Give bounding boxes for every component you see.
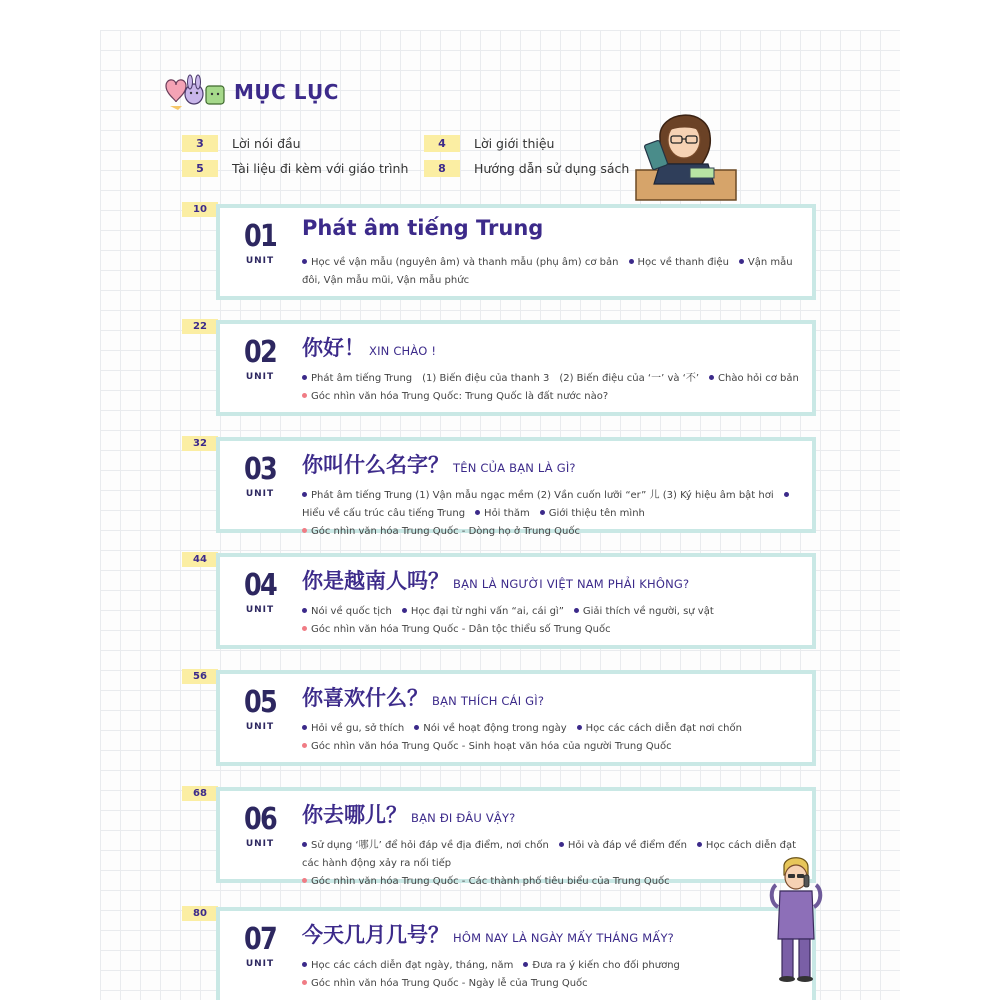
topic-item: Học các cách diễn đạt nơi chốn (577, 723, 742, 734)
unit-label: UNIT (245, 722, 275, 732)
bullet-dot-icon (574, 608, 579, 613)
culture-item: Góc nhìn văn hóa Trung Quốc - Các thành phố tiêu biểu của Trung Quốc (302, 876, 670, 887)
topic-item: Giới thiệu tên mình (540, 508, 645, 519)
page-number-badge: 4 (424, 135, 460, 152)
topic-item: Vận mẫu đôi, Vận mẫu mũi, Vận mẫu phức (302, 257, 793, 286)
unit-title-text: Phát âm tiếng Trung (302, 216, 544, 240)
unit-topics (302, 370, 812, 406)
topic-item: Hỏi về gu, sở thích (302, 723, 404, 734)
culture-bullet-icon (302, 743, 307, 748)
front-matter-label: Tài liệu đi kèm với giáo trình (232, 161, 409, 176)
bullet-dot-icon (302, 725, 307, 730)
unit-label: UNIT (245, 959, 275, 969)
topic-item: Học đại từ nghi vấn “ai, cái gì” (402, 606, 564, 617)
unit-label: UNIT (245, 605, 275, 615)
unit-card-04[interactable] (216, 553, 816, 649)
bullet-dot-icon (302, 259, 307, 264)
unit-subtitle: BẠN ĐI ĐÂU VẬY? (411, 811, 516, 825)
unit-card-03[interactable] (216, 437, 816, 537)
unit-number: 06 (243, 802, 277, 837)
unit-label: UNIT (245, 256, 275, 266)
bullet-dot-icon (475, 510, 480, 515)
culture-item: Góc nhìn văn hóa Trung Quốc - Dân tộc thiểu số Trung Quốc (302, 624, 611, 635)
unit-number: 03 (243, 452, 277, 487)
front-matter-item[interactable] (182, 135, 301, 152)
topic-item: Chào hỏi cơ bản (709, 373, 799, 384)
front-matter-item[interactable] (424, 160, 629, 177)
topic-item: Phát âm tiếng Trung (1) Biến điệu của thanh 3 (2) Biến điệu của ‘一’ và ‘不’ (302, 373, 699, 384)
topic-item: Hỏi thăm (475, 508, 530, 519)
unit-label: UNIT (245, 489, 275, 499)
unit-topics (302, 603, 812, 639)
unit-subtitle: BẠN LÀ NGƯỜI VIỆT NAM PHẢI KHÔNG? (453, 577, 690, 591)
teacher-illustration-icon (632, 98, 742, 208)
topic-item: Giải thích về người, sự vật (574, 606, 714, 617)
unit-page-number: 44 (182, 552, 218, 567)
unit-page-number: 56 (182, 669, 218, 684)
unit-title-text: 你叫什么名字？ (302, 453, 449, 477)
culture-item: Góc nhìn văn hóa Trung Quốc: Trung Quốc là đất nước nào? (302, 391, 608, 402)
topic-item: Hiểu về cấu trúc câu tiếng Trung (302, 490, 793, 519)
bullet-dot-icon (784, 492, 789, 497)
unit-topics (302, 254, 812, 290)
topic-item: Học các cách diễn đạt ngày, tháng, năm (302, 960, 513, 971)
unit-title (302, 332, 436, 362)
bullet-dot-icon (709, 375, 714, 380)
unit-subtitle: XIN CHÀO ! (369, 344, 437, 358)
bullet-dot-icon (577, 725, 582, 730)
unit-card-02[interactable] (216, 320, 816, 416)
unit-title (302, 449, 576, 479)
unit-subtitle: BẠN THÍCH CÁI GÌ? (432, 694, 545, 708)
topic-item: Học về thanh điệu (629, 257, 729, 268)
culture-bullet-icon (302, 528, 307, 533)
bullet-dot-icon (302, 608, 307, 613)
unit-title (302, 799, 515, 829)
page-title: MỤC LỤC (234, 80, 339, 104)
unit-title (302, 565, 689, 595)
culture-bullet-icon (302, 626, 307, 631)
unit-label: UNIT (245, 839, 275, 849)
unit-title-text: 你去哪儿？ (302, 803, 407, 827)
bullet-dot-icon (697, 842, 702, 847)
unit-title-text: 你是越南人吗？ (302, 569, 449, 593)
unit-number: 02 (243, 335, 277, 370)
topic-item: Nói về hoạt động trong ngày (414, 723, 566, 734)
unit-topics (302, 837, 812, 891)
unit-subtitle: HÔM NAY LÀ NGÀY MẤY THÁNG MẤY? (453, 931, 674, 945)
bullet-dot-icon (629, 259, 634, 264)
bullet-dot-icon (302, 375, 307, 380)
unit-page-number: 32 (182, 436, 218, 451)
bullet-dot-icon (302, 842, 307, 847)
topic-item: Học về vận mẫu (nguyên âm) và thanh mẫu (phụ âm) cơ bản (302, 257, 619, 268)
front-matter-item[interactable] (424, 135, 554, 152)
unit-card-07[interactable] (216, 907, 816, 1000)
unit-number: 04 (243, 568, 277, 603)
unit-page-number: 68 (182, 786, 218, 801)
unit-topics (302, 720, 812, 756)
culture-item: Góc nhìn văn hóa Trung Quốc - Dòng họ ở Trung Quốc (302, 526, 580, 537)
unit-topics (302, 957, 812, 993)
unit-number: 07 (243, 922, 277, 957)
unit-label: UNIT (245, 372, 275, 382)
culture-bullet-icon (302, 980, 307, 985)
culture-bullet-icon (302, 393, 307, 398)
unit-title-text: 今天几月几号？ (302, 923, 449, 947)
unit-title (302, 682, 544, 712)
topic-item: Học cách diễn đạt các hành động xảy ra nối tiếp (302, 840, 797, 869)
unit-number: 01 (243, 219, 277, 254)
unit-number: 05 (243, 685, 277, 720)
page-number-badge: 3 (182, 135, 218, 152)
unit-title-text: 你喜欢什么？ (302, 686, 428, 710)
topic-item: Đưa ra ý kiến cho đối phương (523, 960, 680, 971)
unit-title-text: 你好！ (302, 336, 365, 360)
culture-item: Góc nhìn văn hóa Trung Quốc - Ngày lễ của Trung Quốc (302, 978, 588, 989)
page-number-badge: 5 (182, 160, 218, 177)
page-number-badge: 8 (424, 160, 460, 177)
unit-card-06[interactable] (216, 787, 816, 887)
bullet-dot-icon (523, 962, 528, 967)
bullet-dot-icon (540, 510, 545, 515)
bullet-dot-icon (302, 492, 307, 497)
unit-card-01[interactable] (216, 204, 816, 300)
unit-title (302, 919, 674, 949)
bullet-dot-icon (402, 608, 407, 613)
front-matter-label: Lời giới thiệu (474, 136, 555, 151)
unit-page-number: 10 (182, 202, 218, 217)
front-matter-label: Lời nói đầu (232, 136, 301, 151)
bullet-dot-icon (302, 962, 307, 967)
topic-item: Phát âm tiếng Trung (1) Vận mẫu ngạc mềm (2) Vần cuốn lưỡi “er” 儿 (3) Ký hiệu âm bật hơi (302, 490, 774, 501)
unit-subtitle: TÊN CỦA BẠN LÀ GÌ? (453, 461, 576, 475)
man-on-phone-illustration-icon (766, 855, 826, 985)
unit-page-number: 80 (182, 906, 218, 921)
topic-item: Hỏi và đáp về điểm đến (559, 840, 687, 851)
unit-card-05[interactable] (216, 670, 816, 766)
topic-item: Sử dụng ‘哪儿’ để hỏi đáp về địa điểm, nơi chốn (302, 840, 549, 851)
unit-page-number: 22 (182, 319, 218, 334)
front-matter-label: Hướng dẫn sử dụng sách (474, 161, 630, 176)
culture-item: Góc nhìn văn hóa Trung Quốc - Sinh hoạt văn hóa của người Trung Quốc (302, 741, 672, 752)
unit-title (302, 216, 543, 240)
unit-topics (302, 487, 812, 541)
topic-item: Nói về quốc tịch (302, 606, 392, 617)
mascot-illustration-icon (160, 72, 228, 112)
bullet-dot-icon (739, 259, 744, 264)
front-matter-item[interactable] (182, 160, 408, 177)
culture-bullet-icon (302, 878, 307, 883)
bullet-dot-icon (414, 725, 419, 730)
bullet-dot-icon (559, 842, 564, 847)
